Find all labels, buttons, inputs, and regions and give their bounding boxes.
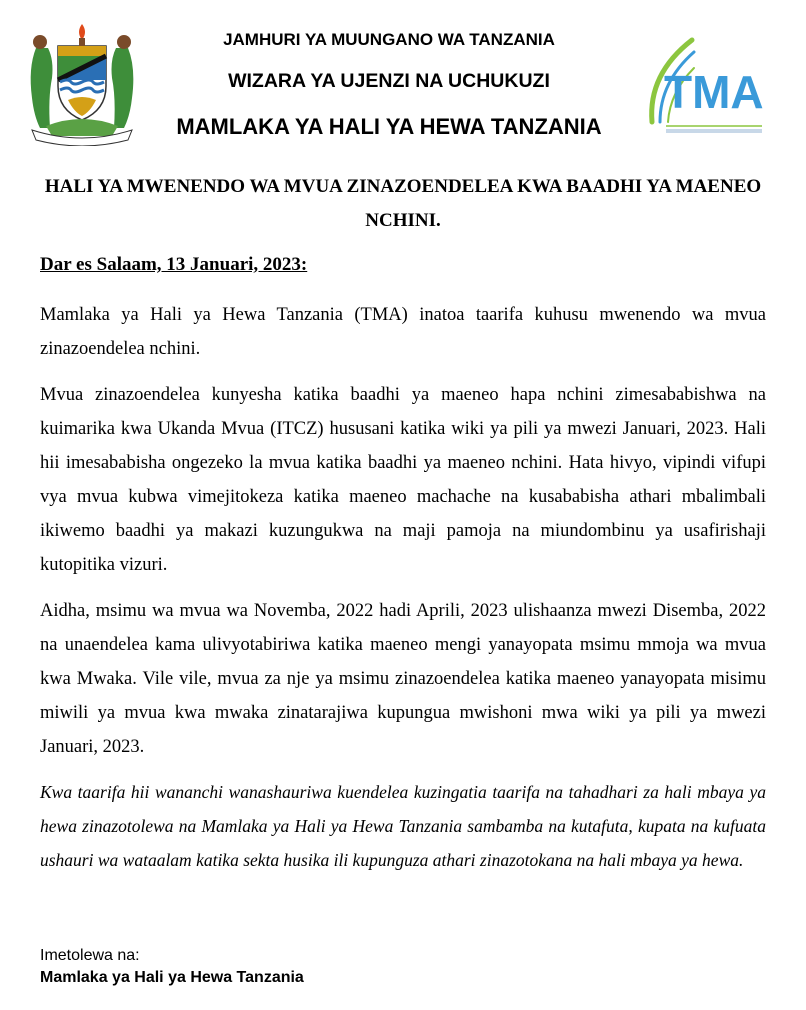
paragraph-rain-cause: Mvua zinazoendelea kunyesha katika baadhi ya maeneo hapa nchini zimesababishwa na kuimarika kwa Ukanda Mvua (ITCZ) hususani katika wiki ya pili ya mwezi Januari, 2023. Hali hii imesababisha ongezeko la mvua katika baadhi ya maeneo nchini. Hata hivyo, vipindi vifupi vya mvua kubwa vimejitokeza katika maeneo machache na kusababisha athari mbalimbali ikiwemo baadhi ya makazi kuzungukwa na maji pamoja na miundombinu ya usafirishaji kutopitika vizuri. (40, 385, 766, 575)
paragraph-season: Aidha, msimu wa mvua wa Novemba, 2022 hadi Aprili, 2023 ulishaanza mwezi Disemba, 2022 na unaendelea kama ulivyotabiriwa katika maeneo mengi yanayopata msimu mmoja wa mvua kwa Mwaka. Vile vile, mvua za nje ya msimu zinazoendelea katika maeneo yanayopata misimu miwili ya mvua kwa mwaka zinatarajiwa kupungua mwishoni mwa wiki ya pili ya mwezi Januari, 2023. (40, 601, 766, 757)
issued-by-label: Imetolewa na: (40, 947, 140, 964)
document-title: HALI YA MWENENDO WA MVUA ZINAZOENDELEA KWA BAADHI YA MAENEO NCHINI. (44, 176, 762, 231)
paragraph-intro: Mamlaka ya Hali ya Hewa Tanzania (TMA) inatoa taarifa kuhusu mwenendo wa mvua zinazoendelea nchini. (40, 305, 766, 359)
paragraph-advice: Kwa taarifa hii wananchi wanashauriwa kuendelea kuzingatia taarifa na tahadhari za hali mbaya ya hewa zinazotolewa na Mamlaka ya Hali ya Hewa Tanzania sambamba na kutafuta, kupata na kufuata ushauri wa wataalam katika sekta husika ili kupunguza athari zinazotokana na hali mbaya ya hewa. (40, 782, 766, 870)
header-ministry: WIZARA YA UJENZI NA UCHUKUZI (228, 70, 550, 92)
header-authority: MAMLAKA YA HALI YA HEWA TANZANIA (176, 114, 602, 139)
dateline: Dar es Salaam, 13 Januari, 2023: (40, 254, 308, 275)
issuer-name: Mamlaka ya Hali ya Hewa Tanzania (40, 969, 304, 986)
header-republic: JAMHURI YA MUUNGANO WA TANZANIA (223, 30, 555, 49)
tma-logo-text: TMA (664, 66, 764, 118)
tma-logo-icon (640, 30, 770, 140)
